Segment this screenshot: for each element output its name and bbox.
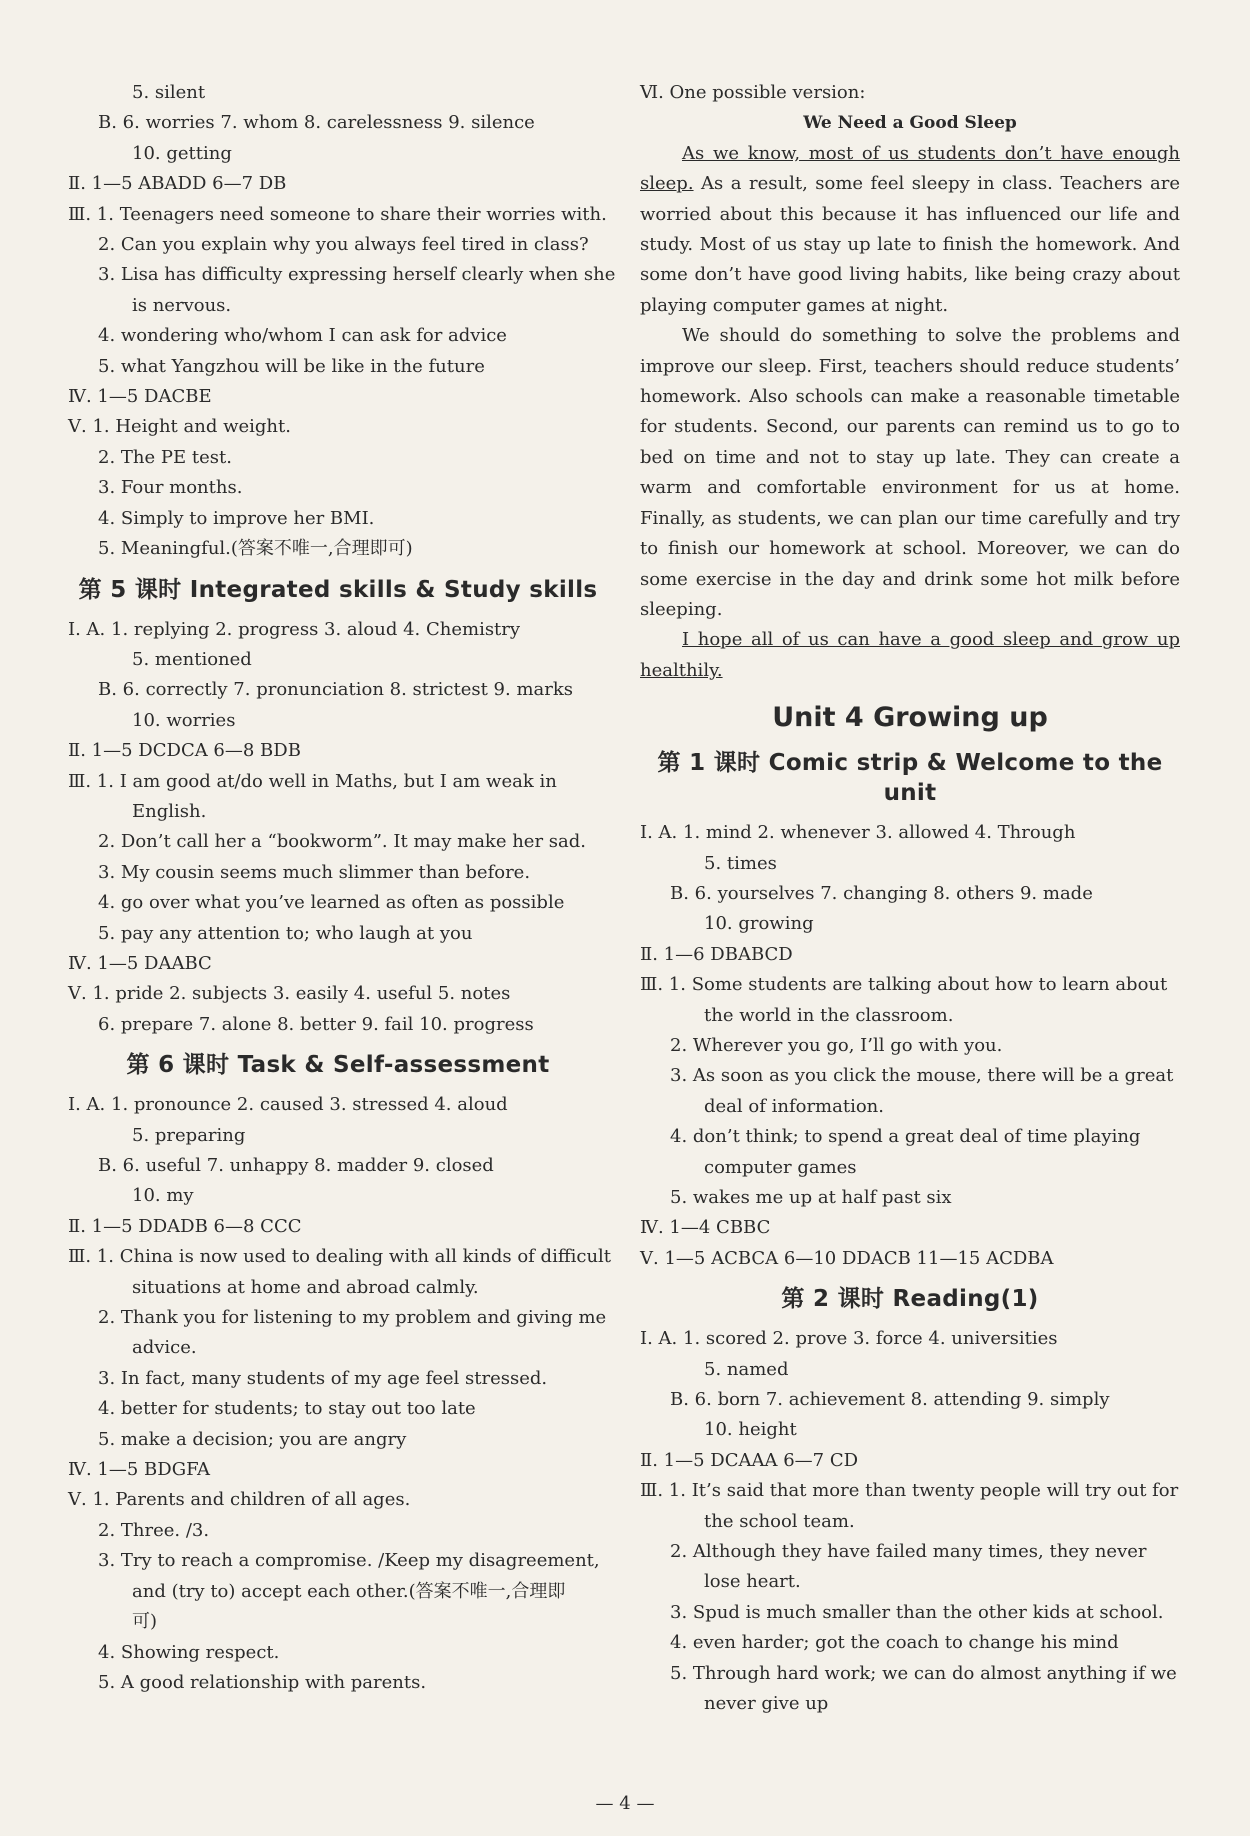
answer-line: the world in the classroom. (704, 1004, 954, 1026)
answer-line: 3. Four months. (98, 477, 243, 499)
answer-line: 5. Meaningful.(答案不唯一,合理即可) (98, 538, 413, 560)
answer-line: Ⅴ. 1. Height and weight. (68, 416, 291, 438)
answer-line: Ⅴ. 1. Parents and children of all ages. (68, 1489, 411, 1511)
answer-line: 4. don’t think; to spend a great deal of time playing (670, 1126, 1141, 1148)
answer-line: Ⅱ. 1—5 DCAAA 6—7 CD (640, 1449, 859, 1471)
answer-line: situations at home and abroad calmly. (132, 1276, 479, 1298)
answer-line: Ⅴ. 1—5 ACBCA 6—10 DDACB 11—15 ACDBA (640, 1247, 1054, 1269)
answer-line: B. 6. worries 7. whom 8. carelessness 9. silence (98, 112, 535, 134)
lesson-heading: 第 5 课时 Integrated skills & Study skills (78, 576, 598, 603)
answer-line: 4. better for students; to stay out too late (98, 1398, 476, 1420)
answer-line: and (try to) accept each other.(答案不唯一,合理即 (132, 1580, 566, 1602)
lesson-heading: 第 1 课时 Comic strip & Welcome to the unit (657, 750, 1163, 807)
answer-line: Ⅰ. A. 1. replying 2. progress 3. aloud 4. Chemistry (68, 618, 521, 640)
answer-line: English. (132, 800, 207, 822)
answer-line: B. 6. born 7. achievement 8. attending 9. simply (670, 1389, 1110, 1411)
answer-line: Ⅵ. One possible version: (640, 82, 866, 103)
underlined-sentence: As we know, most of us students don’t have enough sleep. (640, 142, 1180, 195)
answer-line: 3. Lisa has difficulty expressing herself clearly when she (98, 264, 616, 286)
answer-line: 5. wakes me up at half past six (670, 1187, 952, 1208)
page-number: — 4 — (595, 1793, 655, 1814)
answer-line: 5. mentioned (132, 648, 252, 670)
lesson-heading: 第 2 课时 Reading(1) (781, 1286, 1039, 1313)
answer-line: 可) (132, 1611, 158, 1633)
answer-line: advice. (132, 1337, 197, 1359)
answer-line: 2. The PE test. (98, 446, 232, 468)
answer-line: B. 6. useful 7. unhappy 8. madder 9. closed (98, 1155, 494, 1176)
answer-line: Ⅲ. 1. Teenagers need someone to share their worries with. (68, 203, 607, 225)
answer-line: Ⅱ. 1—5 DCDCA 6—8 BDB (68, 740, 301, 762)
answer-line: Ⅱ. 1—5 DDADB 6—8 CCC (68, 1215, 302, 1237)
answer-line: 5. named (704, 1358, 789, 1380)
answer-line: 10. my (132, 1185, 194, 1207)
essay-paragraph (640, 321, 1180, 625)
answer-line: lose heart. (704, 1571, 801, 1593)
answer-line: Ⅰ. A. 1. mind 2. whenever 3. allowed 4. Through (640, 822, 1076, 844)
answer-line: B. 6. yourselves 7. changing 8. others 9. made (670, 882, 1093, 904)
essay-paragraph (640, 139, 1180, 321)
answer-line: computer games (704, 1156, 857, 1178)
answer-line: the school team. (704, 1510, 855, 1532)
answer-line: Ⅱ. 1—6 DBABCD (640, 943, 793, 965)
answer-line: Ⅴ. 1. pride 2. subjects 3. easily 4. useful 5. notes (68, 983, 511, 1005)
answer-line: 5. A good relationship with parents. (98, 1671, 427, 1693)
answer-line: Ⅳ. 1—5 DAABC (68, 952, 212, 974)
answer-line: 3. Spud is much smaller than the other kids at school. (670, 1601, 1164, 1623)
answer-line: 2. Thank you for listening to my problem and giving me (98, 1307, 607, 1329)
answer-line: Ⅰ. A. 1. pronounce 2. caused 3. stressed 4. aloud (68, 1094, 508, 1116)
answer-line: Ⅲ. 1. I am good at/do well in Maths, but I am weak in (68, 770, 557, 792)
answer-line: 5. what Yangzhou will be like in the future (98, 355, 485, 377)
answer-line: 5. preparing (132, 1124, 246, 1146)
answer-line: Ⅲ. 1. China is now used to dealing with all kinds of difficult (68, 1246, 612, 1268)
answer-line: 4. Simply to improve her BMI. (98, 507, 375, 529)
answer-line: 4. even harder; got the coach to change his mind (670, 1632, 1119, 1654)
answer-line: 3. My cousin seems much slimmer than before. (98, 861, 531, 883)
answer-line: 5. pay any attention to; who laugh at you (98, 922, 473, 944)
answer-line: 2. Three. /3. (98, 1519, 210, 1541)
lesson-heading: 第 6 课时 Task & Self-assessment (126, 1052, 550, 1079)
answer-line: B. 6. correctly 7. pronunciation 8. strictest 9. marks (98, 679, 573, 701)
answer-line: Ⅳ. 1—5 DACBE (68, 386, 212, 408)
answer-line: 10. getting (132, 142, 232, 164)
answer-line: 3. In fact, many students of my age feel stressed. (98, 1367, 548, 1389)
answer-line: 10. worries (132, 709, 236, 731)
answer-line: 5. silent (132, 82, 206, 103)
answer-line: 2. Although they have failed many times, they never (670, 1541, 1147, 1563)
answer-line: 5. times (704, 852, 777, 874)
answer-line: 2. Don’t call her a “bookworm”. It may make her sad. (98, 831, 586, 853)
answer-line: 2. Wherever you go, I’ll go with you. (670, 1034, 1003, 1056)
paragraph-text: We should do something to solve the problems and improve our sleep. First, teachers should reduce students’ homework. Also schools can make a reasonable timetable for students. Second, our parents can remind us to go to bed on time and not to stay up late. They can create a warm and comfortable environment for us at home. Finally, as students, we can plan our time carefully and try to finish our homework at school. Moreover, we can do some exercise in the day and drink some hot milk before sleeping. (640, 325, 1180, 620)
answer-line: is nervous. (132, 294, 232, 316)
answer-line: 4. go over what you’ve learned as often as possible (98, 892, 565, 914)
answer-line: Ⅲ. 1. It’s said that more than twenty people will try out for (640, 1480, 1179, 1502)
answer-line: 10. growing (704, 913, 814, 935)
answer-line: 10. height (704, 1419, 797, 1441)
unit-title: Unit 4 Growing up (772, 702, 1048, 734)
right-column (640, 78, 1180, 1720)
answer-line: Ⅳ. 1—5 BDGFA (68, 1459, 211, 1481)
answer-line: deal of information. (704, 1095, 884, 1117)
answer-line: Ⅱ. 1—5 ABADD 6—7 DB (68, 173, 287, 195)
answer-line: 4. Showing respect. (98, 1641, 280, 1663)
underlined-sentence: I hope all of us can have a good sleep and grow up healthily. (640, 629, 1180, 681)
answer-line: 5. make a decision; you are angry (98, 1428, 407, 1450)
paragraph-text: As a result, some feel sleepy in class. Teachers are worried about this because it has influenced our life and study. Most of us stay up late to finish the homework. And some don’t have good living habits, like being crazy about playing computer games at night. (640, 173, 1180, 316)
answer-line: never give up (704, 1693, 829, 1715)
answer-line: 4. wondering who/whom I can ask for advice (98, 325, 507, 347)
answer-line: 3. As soon as you click the mouse, there will be a great (670, 1065, 1174, 1087)
answer-line: Ⅰ. A. 1. scored 2. prove 3. force 4. universities (640, 1328, 1058, 1350)
essay-title: We Need a Good Sleep (803, 113, 1017, 134)
answer-line: 3. Try to reach a compromise. /Keep my disagreement, (98, 1550, 600, 1572)
essay-paragraph (640, 625, 1180, 686)
answer-line: Ⅳ. 1—4 CBBC (640, 1217, 771, 1239)
answer-line: 2. Can you explain why you always feel tired in class? (98, 234, 589, 256)
answer-line: 5. Through hard work; we can do almost anything if we (670, 1662, 1177, 1684)
left-column (68, 78, 616, 1698)
answer-line: 6. prepare 7. alone 8. better 9. fail 10. progress (98, 1013, 534, 1035)
answer-line: Ⅲ. 1. Some students are talking about how to learn about (640, 974, 1168, 996)
